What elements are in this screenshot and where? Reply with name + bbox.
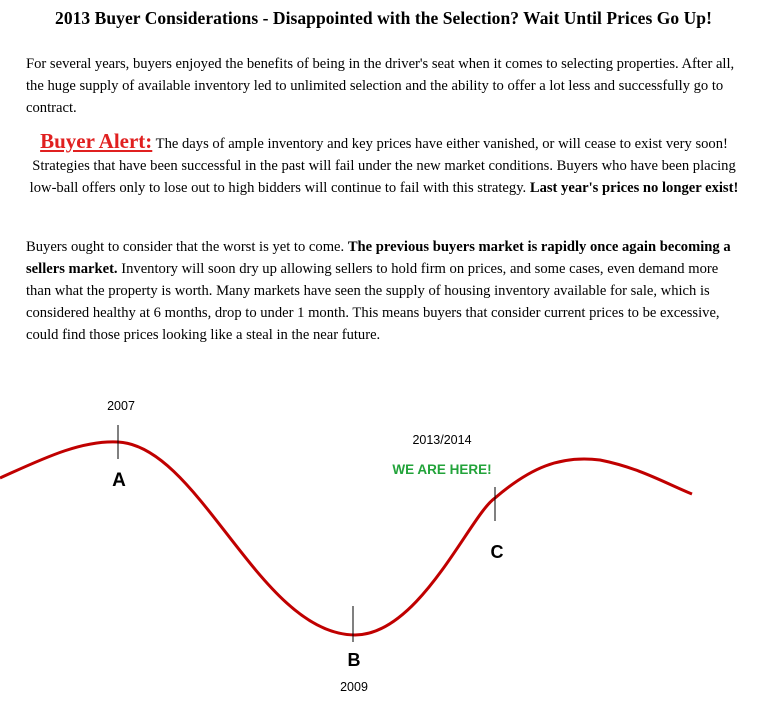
we-are-here-label: WE ARE HERE!: [392, 462, 492, 477]
buyer-alert-text: The days of ample inventory and key prices have either vanished, or will cease to exist very soon! Strategies that have been successful in the past will fail under the new market conditions. Buyers who have been placing low-ball offers only to lose out to high bidders will continue to fail with this strategy.: [29, 136, 736, 196]
buyer-alert-bold: Last year's prices no longer exist!: [529, 180, 739, 196]
market-curve: [0, 442, 692, 635]
intro-paragraph: For several years, buyers enjoyed the benefits of being in the driver's seat when it comes to selecting properties. After all, the huge supply of available inventory led to unlimited selection and the ability to offer a lot less and successfully go to contract.: [26, 56, 735, 116]
market-cycle-graph: [0, 380, 767, 707]
point-c-year: 2013/2014: [412, 433, 472, 447]
point-b-letter: B: [347, 650, 361, 670]
point-c-letter: C: [490, 542, 504, 562]
point-a-year: 2007: [107, 399, 135, 413]
buyer-alert-paragraph: [24, 130, 744, 199]
body-paragraph: [26, 236, 742, 346]
point-b-year: 2009: [340, 680, 368, 694]
point-a-letter: A: [112, 470, 126, 491]
page-title: 2013 Buyer Considerations - Disappointed with the Selection? Wait Until Prices Go Up!: [55, 8, 712, 28]
body-text-2: Inventory will soon dry up allowing sellers to hold firm on prices, and some cases, even demand more than what the property is worth. Many markets have seen the supply of housing inventory available for sale, which is considered healthy at 6 months, drop to under 1 month. This means buyers that consider current prices to be excessive, could find those prices looking like a steal in the near future.: [26, 261, 720, 343]
buyer-alert-label: Buyer Alert:: [40, 129, 153, 153]
body-text-1: Buyers ought to consider that the worst is yet to come.: [26, 239, 348, 255]
body-bold-text: The previous buyers market is rapidly once again becoming a sellers market.: [26, 239, 731, 277]
